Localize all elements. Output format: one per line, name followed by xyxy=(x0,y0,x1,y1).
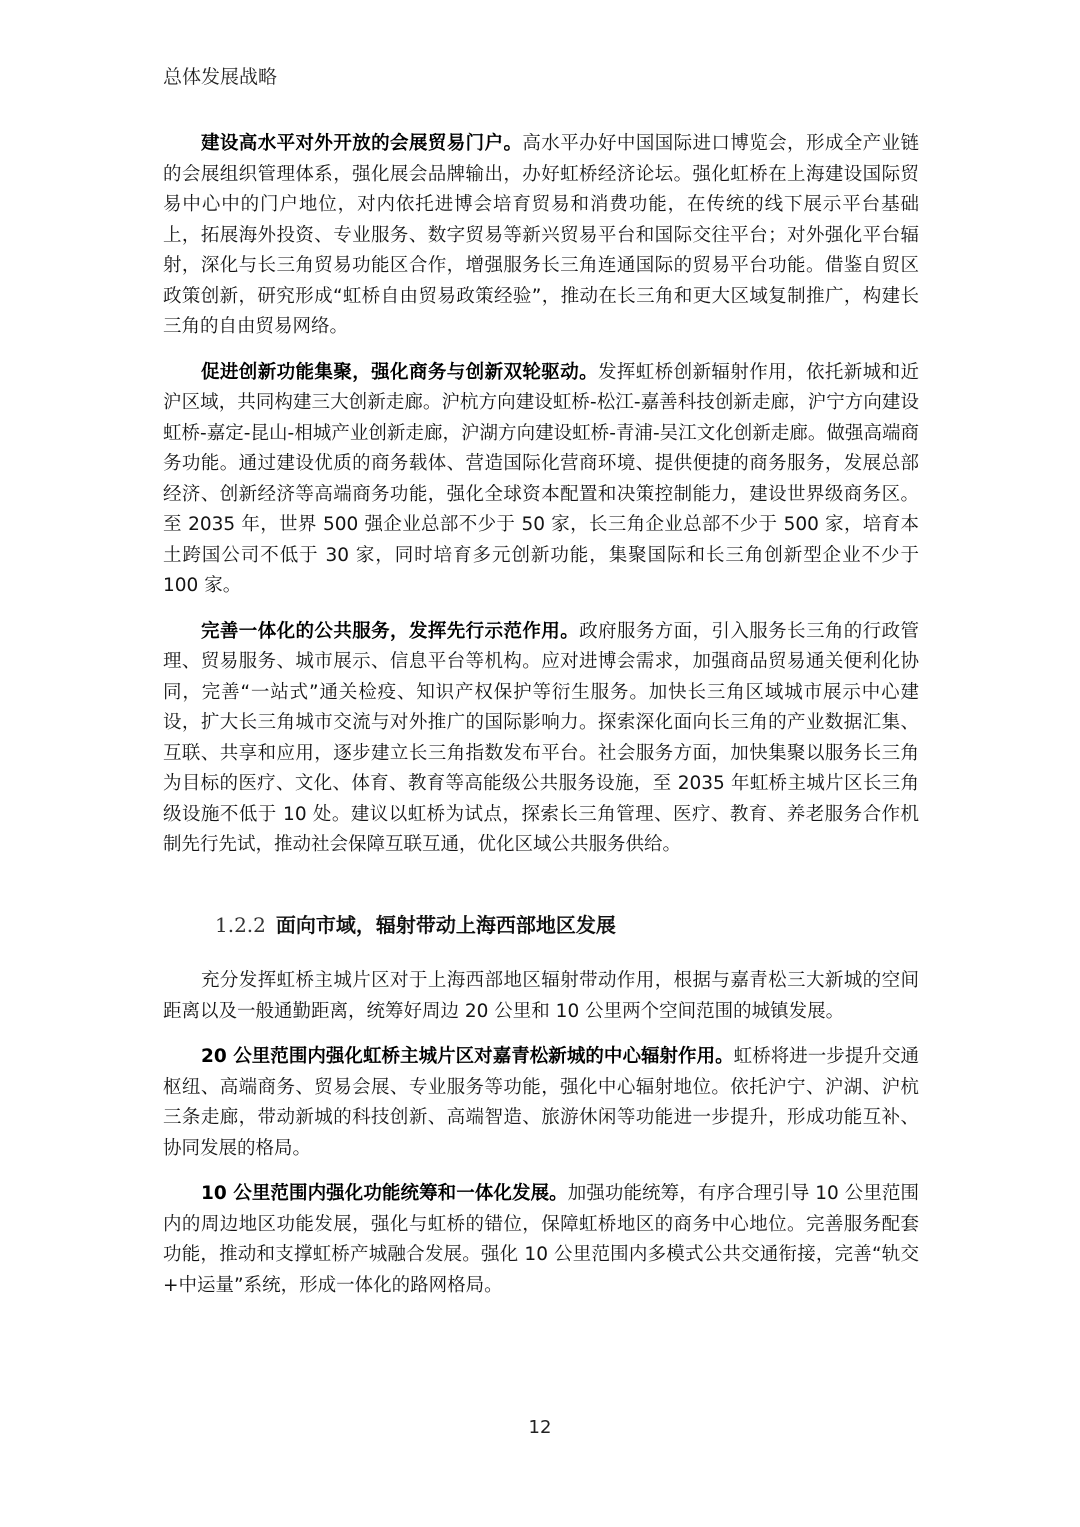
paragraph-lead: 促进创新功能集聚，强化商务与创新双轮驱动。 xyxy=(201,361,598,383)
section-heading xyxy=(215,909,616,938)
paragraph-lead: 建设高水平对外开放的会展贸易门户。 xyxy=(201,133,523,154)
section-title: 面向市域，辐射带动上海西部地区发展 xyxy=(275,913,616,937)
paragraph xyxy=(163,1042,919,1164)
paragraph xyxy=(163,129,919,343)
paragraph-lead: 20 公里范围内强化虹桥主城片区对嘉青松新城的中心辐射作用。 xyxy=(201,1046,734,1067)
paragraph xyxy=(163,1179,919,1301)
body-section-2 xyxy=(163,966,919,1301)
paragraph-body: 虹桥将进一步提升交通枢纽、高端商务、贸易会展、专业服务等功能，强化中心辐射地位。依托沪宁、沪湖、沪杭三条走廊，带动新城的科技创新、高端智造、旅游休闲等功能进一步提升，形成功能互补、协同发展的格局。 xyxy=(163,1046,919,1159)
paragraph-body: 发挥虹桥创新辐射作用，依托新城和近沪区域，共同构建三大创新走廊。沪杭方向建设虹桥-松江-嘉善科技创新走廊，沪宁方向建设虹桥-嘉定-昆山-相城产业创新走廊，沪湖方向建设虹桥-青浦-吴江文化创新走廊。做强高端商务功能。通过建设优质的商务载体、营造国际化营商环境、提供便捷的商务服务，发展总部经济、创新经济等高端商务功能，强化全球资本配置和决策控制能力，建设世界级商务区。至 2035 年，世界 500 强企业总部不少于 50 家，长三角企业总部不少于 500 家，培育本土跨国公司不低于 30 家，同时培育多元创新功能，集聚国际和长三角创新型企业不少于 100 家。 xyxy=(163,361,919,596)
section-number: 1.2.2 xyxy=(215,913,266,937)
paragraph xyxy=(163,358,919,602)
paragraph-body: 充分发挥虹桥主城片区对于上海西部地区辐射带动作用，根据与嘉青松三大新城的空间距离以及一般通勤距离，统筹好周边 20 公里和 10 公里两个空间范围的城镇发展。 xyxy=(163,970,919,1022)
paragraph xyxy=(163,966,919,1027)
body-section-1 xyxy=(163,129,919,861)
paragraph xyxy=(163,617,919,861)
paragraph-body: 加强功能统筹，有序合理引导 10 公里范围内的周边地区功能发展，强化与虹桥的错位，保障虹桥地区的商务中心地位。完善服务配套功能，推动和支撑虹桥产城融合发展。强化 10 公里范围内多模式公共交通衔接，完善“轨交+中运量”系统，形成一体化的路网格局。 xyxy=(163,1183,919,1296)
paragraph-body: 高水平办好中国国际进口博览会，形成全产业链的会展组织管理体系，强化展会品牌输出，办好虹桥经济论坛。强化虹桥在上海建设国际贸易中心中的门户地位，对内依托进博会培育贸易和消费功能，在传统的线下展示平台基础上，拓展海外投资、专业服务、数字贸易等新兴贸易平台和国际交往平台；对外强化平台辐射，深化与长三角贸易功能区合作，增强服务长三角连通国际的贸易平台功能。借鉴自贸区政策创新，研究形成“虹桥自由贸易政策经验”，推动在长三角和更大区域复制推广，构建长三角的自由贸易网络。 xyxy=(163,133,919,337)
paragraph-body: 政府服务方面，引入服务长三角的行政管理、贸易服务、城市展示、信息平台等机构。应对进博会需求，加强商品贸易通关便利化协同，完善“一站式”通关检疫、知识产权保护等衍生服务。加快长三角区域城市展示中心建设，扩大长三角城市交流与对外推广的国际影响力。探索深化面向长三角的产业数据汇集、互联、共享和应用，逐步建立长三角指数发布平台。社会服务方面，加快集聚以服务长三角为目标的医疗、文化、体育、教育等高能级公共服务设施，至 2035 年虹桥主城片区长三角级设施不低于 10 处。建议以虹桥为试点，探索长三角管理、医疗、教育、养老服务合作机制先行先试，推动社会保障互联互通，优化区域公共服务供给。 xyxy=(163,620,919,855)
running-header: 总体发展战略 xyxy=(163,66,278,88)
paragraph-lead: 10 公里范围内强化功能统筹和一体化发展。 xyxy=(201,1183,568,1204)
paragraph-lead: 完善一体化的公共服务，发挥先行示范作用。 xyxy=(201,620,580,642)
page-number: 12 xyxy=(528,1417,552,1438)
